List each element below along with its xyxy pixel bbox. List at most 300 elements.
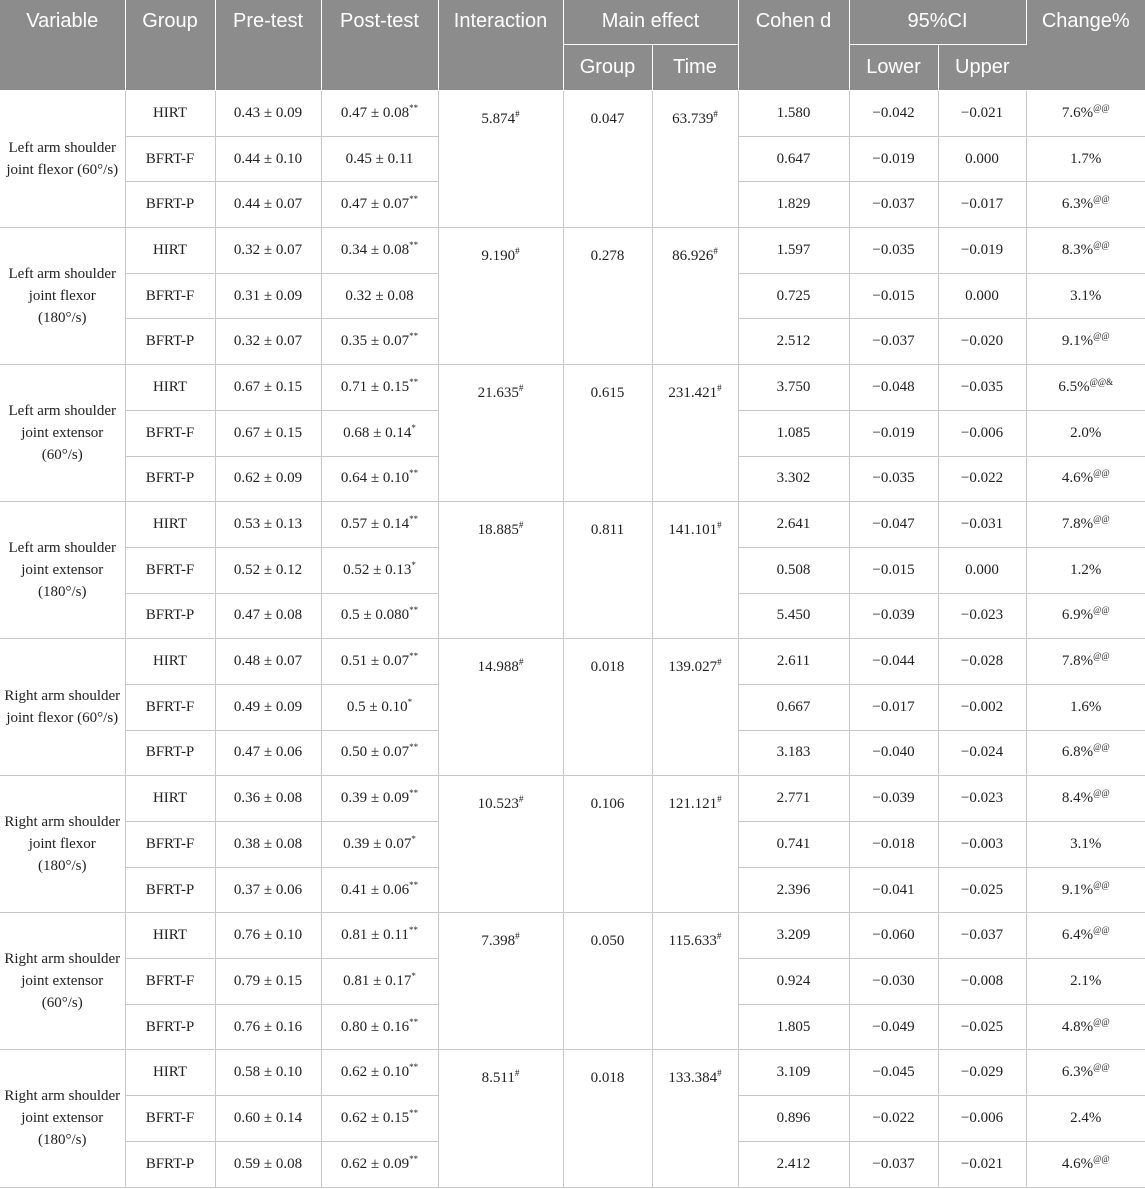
post-test-cell-value: 0.32 ± 0.08 xyxy=(345,287,414,304)
interaction-cell-value: 9.190 xyxy=(481,248,516,265)
header-group: Group xyxy=(125,0,215,91)
group-cell: BFRT-F xyxy=(125,822,215,868)
cohen-d-cell: 0.508 xyxy=(738,547,849,593)
pre-test-cell: 0.36 ± 0.08 xyxy=(215,776,321,822)
main-time-cell xyxy=(652,502,738,639)
cohen-d-cell: 0.647 xyxy=(738,136,849,182)
post-test-cell-mark: ** xyxy=(409,1062,419,1073)
header-95ci: 95%CI xyxy=(849,0,1026,45)
post-test-cell-mark: * xyxy=(407,696,413,707)
change-cell xyxy=(1026,319,1145,365)
cohen-d-cell: 3.302 xyxy=(738,456,849,502)
ci-lower-cell: −0.060 xyxy=(849,913,938,959)
change-cell-value: 1.2% xyxy=(1070,561,1102,578)
interaction-cell xyxy=(438,639,563,776)
main-time-cell-value: 63.739 xyxy=(672,111,714,127)
change-cell-value: 1.6% xyxy=(1070,698,1102,715)
change-cell-mark: @@ xyxy=(1093,742,1110,753)
change-cell-value: 2.4% xyxy=(1070,1109,1102,1126)
variable-cell: Left arm shoulder joint extensor (60°/s) xyxy=(0,365,125,502)
ci-lower-cell: −0.015 xyxy=(849,273,938,319)
group-cell: HIRT xyxy=(125,913,215,959)
main-time-cell-mark: # xyxy=(713,246,718,257)
post-test-cell-mark: ** xyxy=(409,194,419,205)
pre-test-cell: 0.60 ± 0.14 xyxy=(215,1096,321,1142)
post-test-cell-value: 0.47 ± 0.07 xyxy=(340,196,410,213)
post-test-cell xyxy=(321,593,438,639)
change-cell xyxy=(1026,730,1145,776)
main-group-cell: 0.615 xyxy=(563,365,652,502)
header-main-effect: Main effect xyxy=(563,0,738,45)
interaction-cell xyxy=(438,913,563,1050)
post-test-cell xyxy=(321,410,438,456)
variable-cell: Left arm shoulder joint extensor (180°/s) xyxy=(0,502,125,639)
change-cell-mark: @@ xyxy=(1093,102,1110,113)
header-post-test: Post-test xyxy=(321,0,438,91)
interaction-cell-mark: # xyxy=(518,520,524,531)
change-cell xyxy=(1026,1004,1145,1050)
ci-upper-cell: −0.021 xyxy=(938,91,1026,137)
change-cell-value: 7.8% xyxy=(1061,653,1094,670)
post-test-cell-mark: ** xyxy=(409,788,419,799)
change-cell-mark: @@ xyxy=(1093,514,1110,525)
interaction-cell xyxy=(438,1050,563,1187)
change-cell xyxy=(1026,136,1145,182)
pre-test-cell: 0.43 ± 0.09 xyxy=(215,91,321,137)
post-test-cell-value: 0.62 ± 0.15 xyxy=(340,1109,410,1126)
change-cell xyxy=(1026,182,1145,228)
header-ci-upper: Upper xyxy=(938,45,1026,91)
cohen-d-cell: 0.667 xyxy=(738,684,849,730)
ci-lower-cell: −0.035 xyxy=(849,228,938,274)
post-test-cell xyxy=(321,822,438,868)
ci-lower-cell: −0.042 xyxy=(849,91,938,137)
change-cell-value: 2.1% xyxy=(1070,972,1102,989)
cohen-d-cell: 1.829 xyxy=(738,182,849,228)
post-test-cell-value: 0.62 ± 0.09 xyxy=(340,1155,410,1172)
cohen-d-cell: 3.750 xyxy=(738,365,849,411)
pre-test-cell: 0.67 ± 0.15 xyxy=(215,410,321,456)
change-cell xyxy=(1026,547,1145,593)
ci-lower-cell: −0.047 xyxy=(849,502,938,548)
ci-upper-cell: −0.029 xyxy=(938,1050,1026,1096)
main-time-cell-value: 115.633 xyxy=(668,933,717,950)
change-cell-mark: @@ xyxy=(1093,879,1110,890)
header-pre-test: Pre-test xyxy=(215,0,321,91)
ci-upper-cell: −0.025 xyxy=(938,867,1026,913)
group-cell: HIRT xyxy=(125,776,215,822)
pre-test-cell: 0.49 ± 0.09 xyxy=(215,684,321,730)
interaction-cell xyxy=(438,91,563,228)
ci-upper-cell: −0.023 xyxy=(938,593,1026,639)
pre-test-cell: 0.38 ± 0.08 xyxy=(215,822,321,868)
ci-lower-cell: −0.030 xyxy=(849,959,938,1005)
group-cell: HIRT xyxy=(125,1050,215,1096)
group-cell: BFRT-F xyxy=(125,410,215,456)
ci-upper-cell: −0.003 xyxy=(938,822,1026,868)
post-test-cell-mark: * xyxy=(411,970,416,981)
ci-lower-cell: −0.019 xyxy=(849,136,938,182)
post-test-cell-value: 0.57 ± 0.14 xyxy=(340,516,410,533)
group-cell: BFRT-P xyxy=(125,1004,215,1050)
ci-lower-cell: −0.015 xyxy=(849,547,938,593)
post-test-cell-mark: ** xyxy=(409,468,419,479)
change-cell xyxy=(1026,913,1145,959)
cohen-d-cell: 2.611 xyxy=(738,639,849,685)
group-cell: BFRT-P xyxy=(125,593,215,639)
cohen-d-cell: 2.771 xyxy=(738,776,849,822)
change-cell-value: 6.8% xyxy=(1061,744,1094,761)
post-test-cell-mark: ** xyxy=(409,879,419,890)
table-body xyxy=(0,91,1145,1188)
interaction-cell xyxy=(438,228,563,365)
main-time-cell xyxy=(652,776,738,913)
interaction-cell-value: 5.874 xyxy=(481,111,516,127)
ci-lower-cell: −0.039 xyxy=(849,593,938,639)
pre-test-cell: 0.31 ± 0.09 xyxy=(215,273,321,319)
ci-lower-cell: −0.039 xyxy=(849,776,938,822)
cohen-d-cell: 0.896 xyxy=(738,1096,849,1142)
table-row xyxy=(0,502,1145,548)
cohen-d-cell: 2.396 xyxy=(738,867,849,913)
pre-test-cell: 0.62 ± 0.09 xyxy=(215,456,321,502)
main-time-cell xyxy=(652,365,738,502)
post-test-cell-mark: ** xyxy=(409,514,419,525)
change-cell-mark: @@ xyxy=(1093,651,1110,662)
ci-lower-cell: −0.045 xyxy=(849,1050,938,1096)
change-cell-value: 1.7% xyxy=(1070,150,1102,167)
post-test-cell-value: 0.80 ± 0.16 xyxy=(340,1018,410,1035)
ci-upper-cell: −0.035 xyxy=(938,365,1026,411)
main-group-cell: 0.106 xyxy=(563,776,652,913)
ci-upper-cell: −0.002 xyxy=(938,684,1026,730)
post-test-cell xyxy=(321,228,438,274)
cohen-d-cell: 2.512 xyxy=(738,319,849,365)
interaction-cell-mark: # xyxy=(518,383,524,394)
pre-test-cell: 0.48 ± 0.07 xyxy=(215,639,321,685)
interaction-cell-mark: # xyxy=(518,657,524,668)
post-test-cell xyxy=(321,639,438,685)
change-cell-value: 6.5% xyxy=(1058,378,1090,395)
ci-lower-cell: −0.018 xyxy=(849,822,938,868)
interaction-cell-mark: # xyxy=(515,246,520,257)
pre-test-cell: 0.32 ± 0.07 xyxy=(215,319,321,365)
ci-lower-cell: −0.044 xyxy=(849,639,938,685)
group-cell: BFRT-F xyxy=(125,273,215,319)
pre-test-cell: 0.32 ± 0.07 xyxy=(215,228,321,274)
table-row xyxy=(0,365,1145,411)
change-cell-mark: @@ xyxy=(1093,239,1110,250)
post-test-cell-value: 0.39 ± 0.07 xyxy=(343,835,412,852)
table-row xyxy=(0,639,1145,685)
post-test-cell xyxy=(321,684,438,730)
group-cell: BFRT-F xyxy=(125,136,215,182)
change-cell-value: 7.8% xyxy=(1061,516,1094,533)
cohen-d-cell: 2.412 xyxy=(738,1141,849,1187)
cohen-d-cell: 1.597 xyxy=(738,228,849,274)
change-cell-value: 9.1% xyxy=(1061,881,1094,898)
change-cell xyxy=(1026,1050,1145,1096)
change-cell-value: 6.3% xyxy=(1061,1064,1094,1081)
ci-lower-cell: −0.041 xyxy=(849,867,938,913)
ci-upper-cell: −0.017 xyxy=(938,182,1026,228)
change-cell-value: 3.1% xyxy=(1070,835,1102,852)
variable-cell: Right arm shoulder joint flexor (180°/s) xyxy=(0,776,125,913)
ci-upper-cell: −0.020 xyxy=(938,319,1026,365)
ci-upper-cell: −0.025 xyxy=(938,1004,1026,1050)
pre-test-cell: 0.44 ± 0.07 xyxy=(215,182,321,228)
post-test-cell-mark: ** xyxy=(409,1107,419,1118)
main-time-cell-value: 231.421 xyxy=(668,385,718,402)
main-time-cell-value: 86.926 xyxy=(672,248,714,265)
group-cell: BFRT-P xyxy=(125,730,215,776)
change-cell-mark: @@ xyxy=(1093,788,1110,799)
cohen-d-cell: 0.741 xyxy=(738,822,849,868)
change-cell-mark: @@ xyxy=(1093,194,1110,205)
interaction-cell-value: 7.398 xyxy=(481,933,516,950)
ci-upper-cell: −0.023 xyxy=(938,776,1026,822)
cohen-d-cell: 2.641 xyxy=(738,502,849,548)
post-test-cell-mark: ** xyxy=(409,376,419,387)
ci-lower-cell: −0.037 xyxy=(849,1141,938,1187)
ci-upper-cell: −0.006 xyxy=(938,1096,1026,1142)
post-test-cell-mark: ** xyxy=(409,1153,419,1164)
main-time-cell xyxy=(652,1050,738,1187)
ci-upper-cell: −0.008 xyxy=(938,959,1026,1005)
header-cohen-d: Cohen d xyxy=(738,0,849,91)
ci-lower-cell: −0.022 xyxy=(849,1096,938,1142)
group-cell: BFRT-F xyxy=(125,959,215,1005)
post-test-cell-value: 0.35 ± 0.07 xyxy=(340,333,410,350)
main-time-cell-value: 139.027 xyxy=(668,659,718,676)
post-test-cell-value: 0.34 ± 0.08 xyxy=(340,241,410,258)
header-interaction: Interaction xyxy=(438,0,563,91)
change-cell-mark: @@ xyxy=(1093,925,1110,936)
ci-upper-cell: −0.037 xyxy=(938,913,1026,959)
main-group-cell: 0.050 xyxy=(563,913,652,1050)
variable-cell: Right arm shoulder joint flexor (60°/s) xyxy=(0,639,125,776)
main-group-cell: 0.047 xyxy=(563,91,652,228)
post-test-cell xyxy=(321,1096,438,1142)
change-cell xyxy=(1026,1096,1145,1142)
ci-upper-cell: −0.028 xyxy=(938,639,1026,685)
change-cell-mark: @@ xyxy=(1093,331,1110,342)
post-test-cell xyxy=(321,867,438,913)
interaction-cell-mark: # xyxy=(515,109,520,119)
post-test-cell xyxy=(321,547,438,593)
post-test-cell-mark: * xyxy=(411,559,416,570)
post-test-cell-value: 0.52 ± 0.13 xyxy=(343,561,412,578)
header-change: Change% xyxy=(1026,0,1145,91)
pre-test-cell: 0.37 ± 0.06 xyxy=(215,867,321,913)
post-test-cell-mark: ** xyxy=(409,102,419,113)
post-test-cell-mark: ** xyxy=(409,331,419,342)
change-cell xyxy=(1026,91,1145,137)
main-time-cell xyxy=(652,639,738,776)
change-cell xyxy=(1026,273,1145,319)
change-cell-value: 6.9% xyxy=(1061,607,1094,624)
ci-upper-cell: −0.019 xyxy=(938,228,1026,274)
post-test-cell-mark: ** xyxy=(409,239,419,250)
pre-test-cell: 0.76 ± 0.16 xyxy=(215,1004,321,1050)
header-ci-lower: Lower xyxy=(849,45,938,91)
pre-test-cell: 0.52 ± 0.12 xyxy=(215,547,321,593)
post-test-cell-value: 0.5 ± 0.080 xyxy=(340,607,410,624)
variable-cell: Left arm shoulder joint flexor (60°/s) xyxy=(0,91,125,228)
cohen-d-cell: 5.450 xyxy=(738,593,849,639)
post-test-cell-value: 0.81 ± 0.11 xyxy=(341,927,409,944)
change-cell-mark: @@ xyxy=(1093,605,1110,616)
group-cell: BFRT-P xyxy=(125,182,215,228)
pre-test-cell: 0.53 ± 0.13 xyxy=(215,502,321,548)
change-cell-value: 6.3% xyxy=(1061,196,1094,213)
ci-upper-cell: −0.021 xyxy=(938,1141,1026,1187)
ci-lower-cell: −0.049 xyxy=(849,1004,938,1050)
group-cell: HIRT xyxy=(125,365,215,411)
ci-lower-cell: −0.037 xyxy=(849,319,938,365)
post-test-cell xyxy=(321,365,438,411)
interaction-cell xyxy=(438,365,563,502)
change-cell-value: 8.4% xyxy=(1061,790,1094,807)
post-test-cell-value: 0.51 ± 0.07 xyxy=(340,653,410,670)
ci-lower-cell: −0.017 xyxy=(849,684,938,730)
main-time-cell-value: 141.101 xyxy=(668,522,718,539)
change-cell-mark: @@ xyxy=(1093,468,1110,479)
post-test-cell xyxy=(321,273,438,319)
post-test-cell-mark: ** xyxy=(409,1016,419,1027)
main-group-cell: 0.018 xyxy=(563,1050,652,1187)
group-cell: BFRT-F xyxy=(125,1096,215,1142)
cohen-d-cell: 0.924 xyxy=(738,959,849,1005)
main-group-cell: 0.278 xyxy=(563,228,652,365)
pre-test-cell: 0.59 ± 0.08 xyxy=(215,1141,321,1187)
group-cell: HIRT xyxy=(125,639,215,685)
interaction-cell-value: 10.523 xyxy=(477,796,519,813)
interaction-cell-mark: # xyxy=(518,794,524,805)
main-time-cell-mark: # xyxy=(717,1068,722,1079)
post-test-cell xyxy=(321,1141,438,1187)
group-cell: BFRT-F xyxy=(125,547,215,593)
change-cell xyxy=(1026,776,1145,822)
post-test-cell-value: 0.41 ± 0.06 xyxy=(340,881,410,898)
ci-lower-cell: −0.037 xyxy=(849,182,938,228)
cohen-d-cell: 1.580 xyxy=(738,91,849,137)
post-test-cell-mark: ** xyxy=(409,742,419,753)
change-cell xyxy=(1026,867,1145,913)
change-cell xyxy=(1026,365,1145,411)
post-test-cell xyxy=(321,456,438,502)
cohen-d-cell: 3.209 xyxy=(738,913,849,959)
post-test-cell xyxy=(321,776,438,822)
ci-upper-cell: 0.000 xyxy=(938,136,1026,182)
cohen-d-cell: 3.183 xyxy=(738,730,849,776)
change-cell xyxy=(1026,593,1145,639)
ci-lower-cell: −0.040 xyxy=(849,730,938,776)
change-cell-value: 4.6% xyxy=(1061,470,1094,487)
ci-lower-cell: −0.048 xyxy=(849,365,938,411)
post-test-cell xyxy=(321,959,438,1005)
main-time-cell-mark: # xyxy=(717,657,722,668)
change-cell-value: 6.4% xyxy=(1061,927,1094,944)
ci-lower-cell: −0.035 xyxy=(849,456,938,502)
post-test-cell xyxy=(321,502,438,548)
ci-lower-cell: −0.019 xyxy=(849,410,938,456)
ci-upper-cell: −0.006 xyxy=(938,410,1026,456)
ci-upper-cell: 0.000 xyxy=(938,547,1026,593)
interaction-cell xyxy=(438,776,563,913)
change-cell xyxy=(1026,684,1145,730)
pre-test-cell: 0.76 ± 0.10 xyxy=(215,913,321,959)
group-cell: HIRT xyxy=(125,502,215,548)
change-cell-mark: @@ xyxy=(1093,1153,1110,1164)
pre-test-cell: 0.44 ± 0.10 xyxy=(215,136,321,182)
group-cell: BFRT-P xyxy=(125,456,215,502)
post-test-cell-mark: ** xyxy=(408,925,418,936)
main-time-cell-mark: # xyxy=(713,109,718,119)
cohen-d-cell: 3.109 xyxy=(738,1050,849,1096)
pre-test-cell: 0.47 ± 0.06 xyxy=(215,730,321,776)
post-test-cell-value: 0.64 ± 0.10 xyxy=(340,470,410,487)
group-cell: BFRT-P xyxy=(125,1141,215,1187)
group-cell: HIRT xyxy=(125,228,215,274)
change-cell xyxy=(1026,502,1145,548)
post-test-cell-mark: ** xyxy=(409,605,419,616)
pre-test-cell: 0.79 ± 0.15 xyxy=(215,959,321,1005)
post-test-cell-value: 0.71 ± 0.15 xyxy=(340,378,410,395)
change-cell xyxy=(1026,822,1145,868)
change-cell-value: 8.3% xyxy=(1061,241,1094,258)
change-cell xyxy=(1026,959,1145,1005)
variable-cell: Right arm shoulder joint extensor (180°/s) xyxy=(0,1050,125,1187)
interaction-cell-value: 18.885 xyxy=(477,522,519,539)
main-group-cell: 0.018 xyxy=(563,639,652,776)
cohen-d-cell: 1.085 xyxy=(738,410,849,456)
ci-upper-cell: 0.000 xyxy=(938,273,1026,319)
main-time-cell-mark: # xyxy=(717,520,722,531)
cohen-d-cell: 0.725 xyxy=(738,273,849,319)
change-cell xyxy=(1026,228,1145,274)
group-cell: BFRT-P xyxy=(125,867,215,913)
ci-upper-cell: −0.024 xyxy=(938,730,1026,776)
post-test-cell xyxy=(321,730,438,776)
main-time-cell-value: 133.384 xyxy=(668,1070,718,1087)
change-cell-mark: @@& xyxy=(1089,376,1114,387)
variable-cell: Right arm shoulder joint extensor (60°/s) xyxy=(0,913,125,1050)
change-cell-value: 4.6% xyxy=(1061,1155,1094,1172)
post-test-cell-value: 0.39 ± 0.09 xyxy=(340,790,410,807)
change-cell-value: 9.1% xyxy=(1061,333,1094,350)
interaction-cell-value: 8.511 xyxy=(481,1070,515,1087)
post-test-cell-mark: ** xyxy=(409,651,419,662)
interaction-cell-mark: # xyxy=(514,1068,520,1079)
table-row xyxy=(0,1050,1145,1096)
table-row xyxy=(0,91,1145,137)
table-row xyxy=(0,776,1145,822)
post-test-cell xyxy=(321,913,438,959)
change-cell-mark: @@ xyxy=(1093,1016,1110,1027)
post-test-cell-mark: * xyxy=(411,422,416,433)
post-test-cell xyxy=(321,182,438,228)
post-test-cell xyxy=(321,136,438,182)
change-cell-value: 7.6% xyxy=(1061,104,1094,121)
change-cell xyxy=(1026,410,1145,456)
change-cell xyxy=(1026,1141,1145,1187)
main-time-cell-mark: # xyxy=(717,383,722,394)
post-test-cell-value: 0.47 ± 0.08 xyxy=(340,104,410,121)
post-test-cell-value: 0.45 ± 0.11 xyxy=(345,150,414,167)
header-variable: Variable xyxy=(0,0,125,91)
header-main-group: Group xyxy=(563,45,652,91)
